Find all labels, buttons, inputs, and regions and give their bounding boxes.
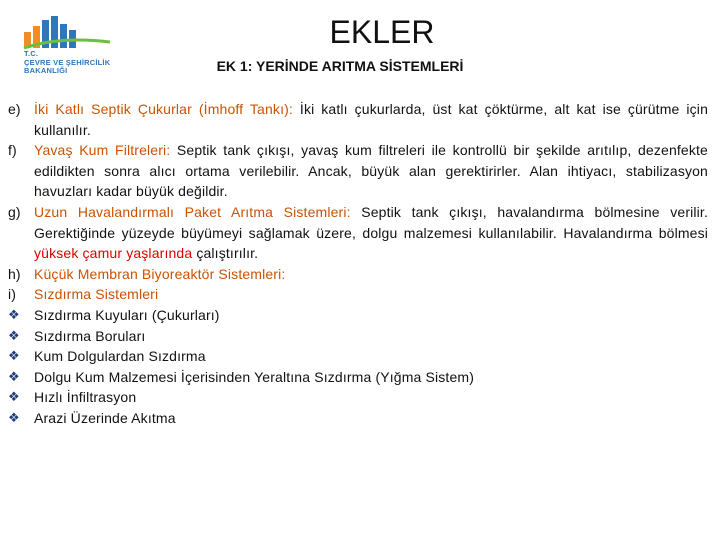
diamond-bullet-icon: ❖: [8, 409, 20, 425]
item-heading: Küçük Membran Biyoreaktör Sistemleri:: [34, 265, 286, 282]
bullet-text: Kum Dolgulardan Sızdırma: [34, 348, 206, 365]
diamond-bullet-icon: ❖: [8, 306, 20, 322]
item-text: Septik tank çıkışı, havalandırma bölmesine verilir. Gerektiğinde yüzeyde büyümeyi sağlamak üzere, dolgu malzemesi kullanılabilir. Havalandırma bölmesi: [34, 203, 708, 241]
diamond-bullet-icon: ❖: [8, 368, 20, 384]
item-marker: h): [8, 265, 21, 282]
page-title: EKLER: [329, 14, 435, 50]
ministry-name-line: ÇEVRE VE ŞEHİRCİLİK: [24, 57, 111, 67]
page-subtitle: EK 1: YERİNDE ARITMA SİSTEMLERİ: [216, 58, 464, 74]
ministry-name-line: BAKANLIĞI: [24, 66, 68, 75]
item-text: Septik tank çıkışı, yavaş kum filtreleri ile kontrollü bir şekilde arıtılıp, dezenfekte edildikten sonra alıcı ortama verilebilir. Ancak, büyük alan gerektirirler. Alan ihtiyacı, stabilizasyon havuzları kadar büyük değildir.: [34, 142, 708, 200]
item-body: [34, 202, 708, 264]
item-marker: g): [8, 203, 21, 220]
item-highlight: yüksek çamur yaşlarında: [34, 245, 193, 262]
bullet-item: [8, 326, 708, 347]
ministry-name-line: T.C.: [24, 49, 39, 58]
bullet-text: Arazi Üzerinde Akıtma: [34, 409, 176, 426]
item-heading: Yavaş Kum Filtreleri:: [34, 142, 171, 159]
bullet-item: [8, 346, 708, 367]
item-body: [34, 140, 708, 202]
diamond-bullet-icon: ❖: [8, 327, 20, 343]
item-marker: i): [8, 286, 17, 303]
annex-content: [8, 99, 708, 429]
item-body: [34, 99, 708, 140]
list-item: [8, 202, 708, 264]
list-item: [8, 264, 708, 285]
list-item: [8, 140, 708, 202]
list-item: [8, 99, 708, 140]
bullet-text: Sızdırma Boruları: [34, 327, 146, 344]
bullet-text: Sızdırma Kuyuları (Çukurları): [34, 306, 220, 323]
bullet-item: [8, 305, 708, 326]
item-heading: Sızdırma Sistemleri: [34, 286, 159, 303]
diamond-bullet-icon: ❖: [8, 348, 20, 364]
item-marker: f): [8, 142, 17, 159]
bullet-item: [8, 367, 708, 388]
bullet-item: [8, 408, 708, 429]
item-marker: e): [8, 101, 21, 117]
bullet-text: Hızlı İnfiltrasyon: [34, 389, 137, 406]
diamond-bullet-icon: ❖: [8, 389, 20, 405]
item-text: çalıştırılır.: [192, 245, 259, 262]
bullet-item: [8, 387, 708, 408]
item-heading: İki Katlı Septik Çukurlar (İmhoff Tankı):: [34, 101, 293, 117]
list-item: [8, 284, 708, 305]
item-text: İki katlı çukurlarda, üst kat çöktürme, alt kat ise çürütme için kullanılır.: [34, 101, 709, 138]
bullet-text: Dolgu Kum Malzemesi İçerisinden Yeraltına Sızdırma (Yığma Sistem): [34, 368, 475, 385]
item-heading: Uzun Havalandırmalı Paket Arıtma Sistemleri:: [34, 203, 351, 220]
